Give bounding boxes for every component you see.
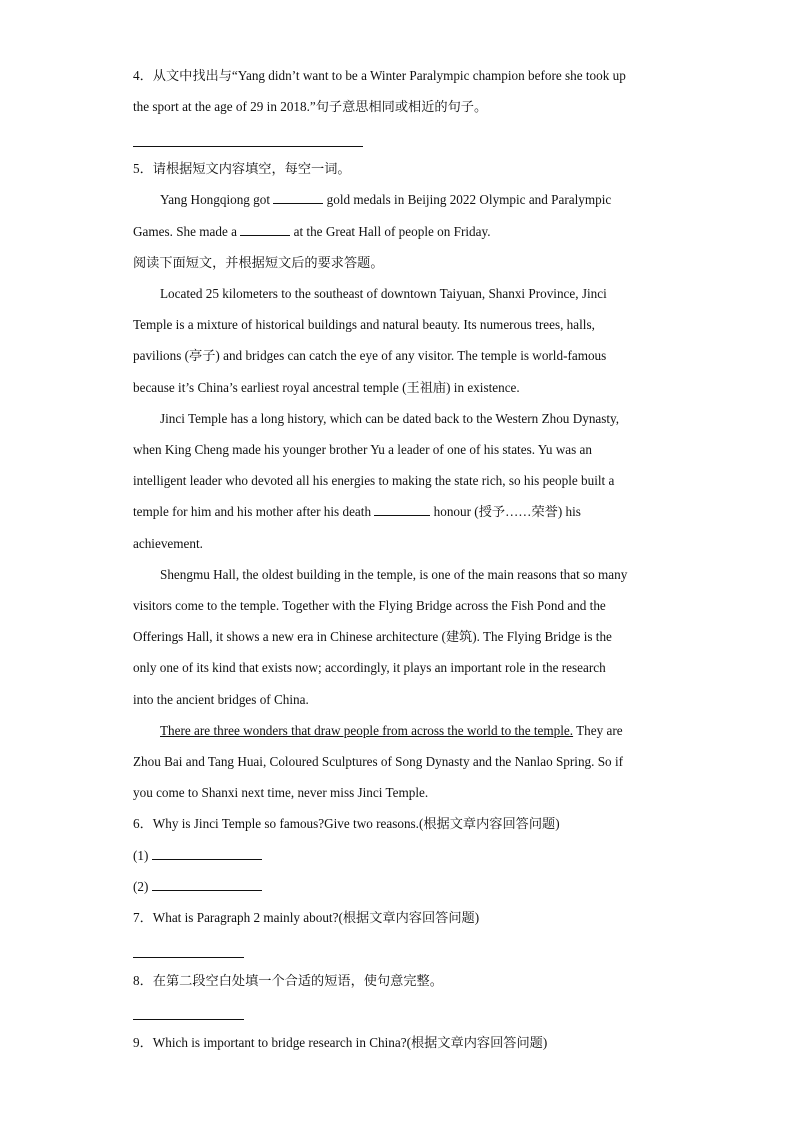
passage-p1-line-3: pavilions (亭子) and bridges can catch the eye of any visitor. The temple is world-famous — [133, 348, 607, 363]
q6-answer-1 — [133, 847, 663, 865]
q9-prompt: 9．Which is important to bridge research in China?(根据文章内容回答问题) — [133, 1035, 548, 1050]
p4-l1-rest: They are — [573, 723, 623, 738]
q5-prompt: 5．请根据短文内容填空，每空一词。 — [133, 161, 351, 176]
passage-p2-line-5: achievement. — [133, 536, 203, 551]
passage-p2-line-2: when King Cheng made his younger brother Yu a leader of one of his states. Yu was an — [133, 442, 593, 457]
passage-p1-line-4: because it’s China’s earliest royal ancestral temple (王祖庙) in existence. — [133, 380, 520, 395]
passage-p1-line-2: Temple is a mixture of historical buildings and natural beauty. Its numerous trees, halls, — [133, 317, 595, 332]
p2-l4-text-b: honour (授予……荣誉) his — [433, 504, 581, 519]
q4-answer-line[interactable] — [133, 146, 363, 147]
q6-label-2: (2) — [133, 879, 149, 894]
passage-p3-line-5: into the ancient bridges of China. — [133, 692, 309, 707]
q5-sentence-2 — [133, 223, 663, 241]
p2-blank[interactable] — [374, 503, 430, 516]
q5-s2-text-a: Games. She made a — [133, 224, 237, 239]
q6-blank-2[interactable] — [152, 878, 262, 891]
passage-p3-line-2: visitors come to the temple. Together with the Flying Bridge across the Fish Pond and the — [133, 598, 606, 613]
q5-s2-text-b: at the Great Hall of people on Friday. — [293, 224, 491, 239]
passage-p3-line-3: Offerings Hall, it shows a new era in Chinese architecture (建筑). The Flying Bridge is the — [133, 629, 612, 644]
q6-label-1: (1) — [133, 848, 149, 863]
passage-p3-line-4: only one of its kind that exists now; accordingly, it plays an important role in the research — [133, 660, 606, 675]
q5-s1-text-b: gold medals in Beijing 2022 Olympic and Paralympic — [326, 192, 612, 207]
passage-p2-line-1: Jinci Temple has a long history, which can be dated back to the Western Zhou Dynasty, — [160, 411, 620, 426]
passage-p1-line-1: Located 25 kilometers to the southeast of downtown Taiyuan, Shanxi Province, Jinci — [160, 286, 607, 301]
q4-line-1: 4．从文中找出与“Yang didn’t want to be a Winter Paralympic champion before she took up — [133, 68, 626, 83]
q6-blank-1[interactable] — [152, 847, 262, 860]
passage-p2-line-4 — [133, 503, 663, 521]
passage-p3-line-1: Shengmu Hall, the oldest building in the temple, is one of the main reasons that so many — [160, 567, 628, 582]
q7-prompt: 7．What is Paragraph 2 mainly about?(根据文章内容回答问题) — [133, 910, 480, 925]
passage-p4-line-3: you come to Shanxi next time, never miss Jinci Temple. — [133, 785, 429, 800]
q5-sentence-1 — [160, 191, 690, 209]
passage-p4-line-2: Zhou Bai and Tang Huai, Coloured Sculptures of Song Dynasty and the Nanlao Spring. So if — [133, 754, 624, 769]
q6-prompt: 6．Why is Jinci Temple so famous?Give two reasons.(根据文章内容回答问题) — [133, 816, 560, 831]
q8-prompt: 8．在第二段空白处填一个合适的短语，使句意完整。 — [133, 973, 443, 988]
q7-answer-line[interactable] — [133, 957, 244, 958]
q4-line-2: the sport at the age of 29 in 2018.”句子意思相同或相近的句子。 — [133, 99, 488, 114]
underlined-sentence: There are three wonders that draw people from across the world to the temple. — [160, 723, 574, 738]
reading-instruction: 阅读下面短文，并根据短文后的要求答题。 — [133, 255, 384, 270]
passage-p4-line-1 — [160, 722, 690, 740]
q5-s1-text-a: Yang Hongqiong got — [160, 192, 271, 207]
q8-answer-line[interactable] — [133, 1019, 244, 1020]
q5-blank-2[interactable] — [240, 223, 290, 236]
q5-blank-1[interactable] — [273, 191, 323, 204]
passage-p2-line-3: intelligent leader who devoted all his energies to making the state rich, so his people built a — [133, 473, 615, 488]
p2-l4-text-a: temple for him and his mother after his death — [133, 504, 372, 519]
q6-answer-2 — [133, 878, 663, 896]
